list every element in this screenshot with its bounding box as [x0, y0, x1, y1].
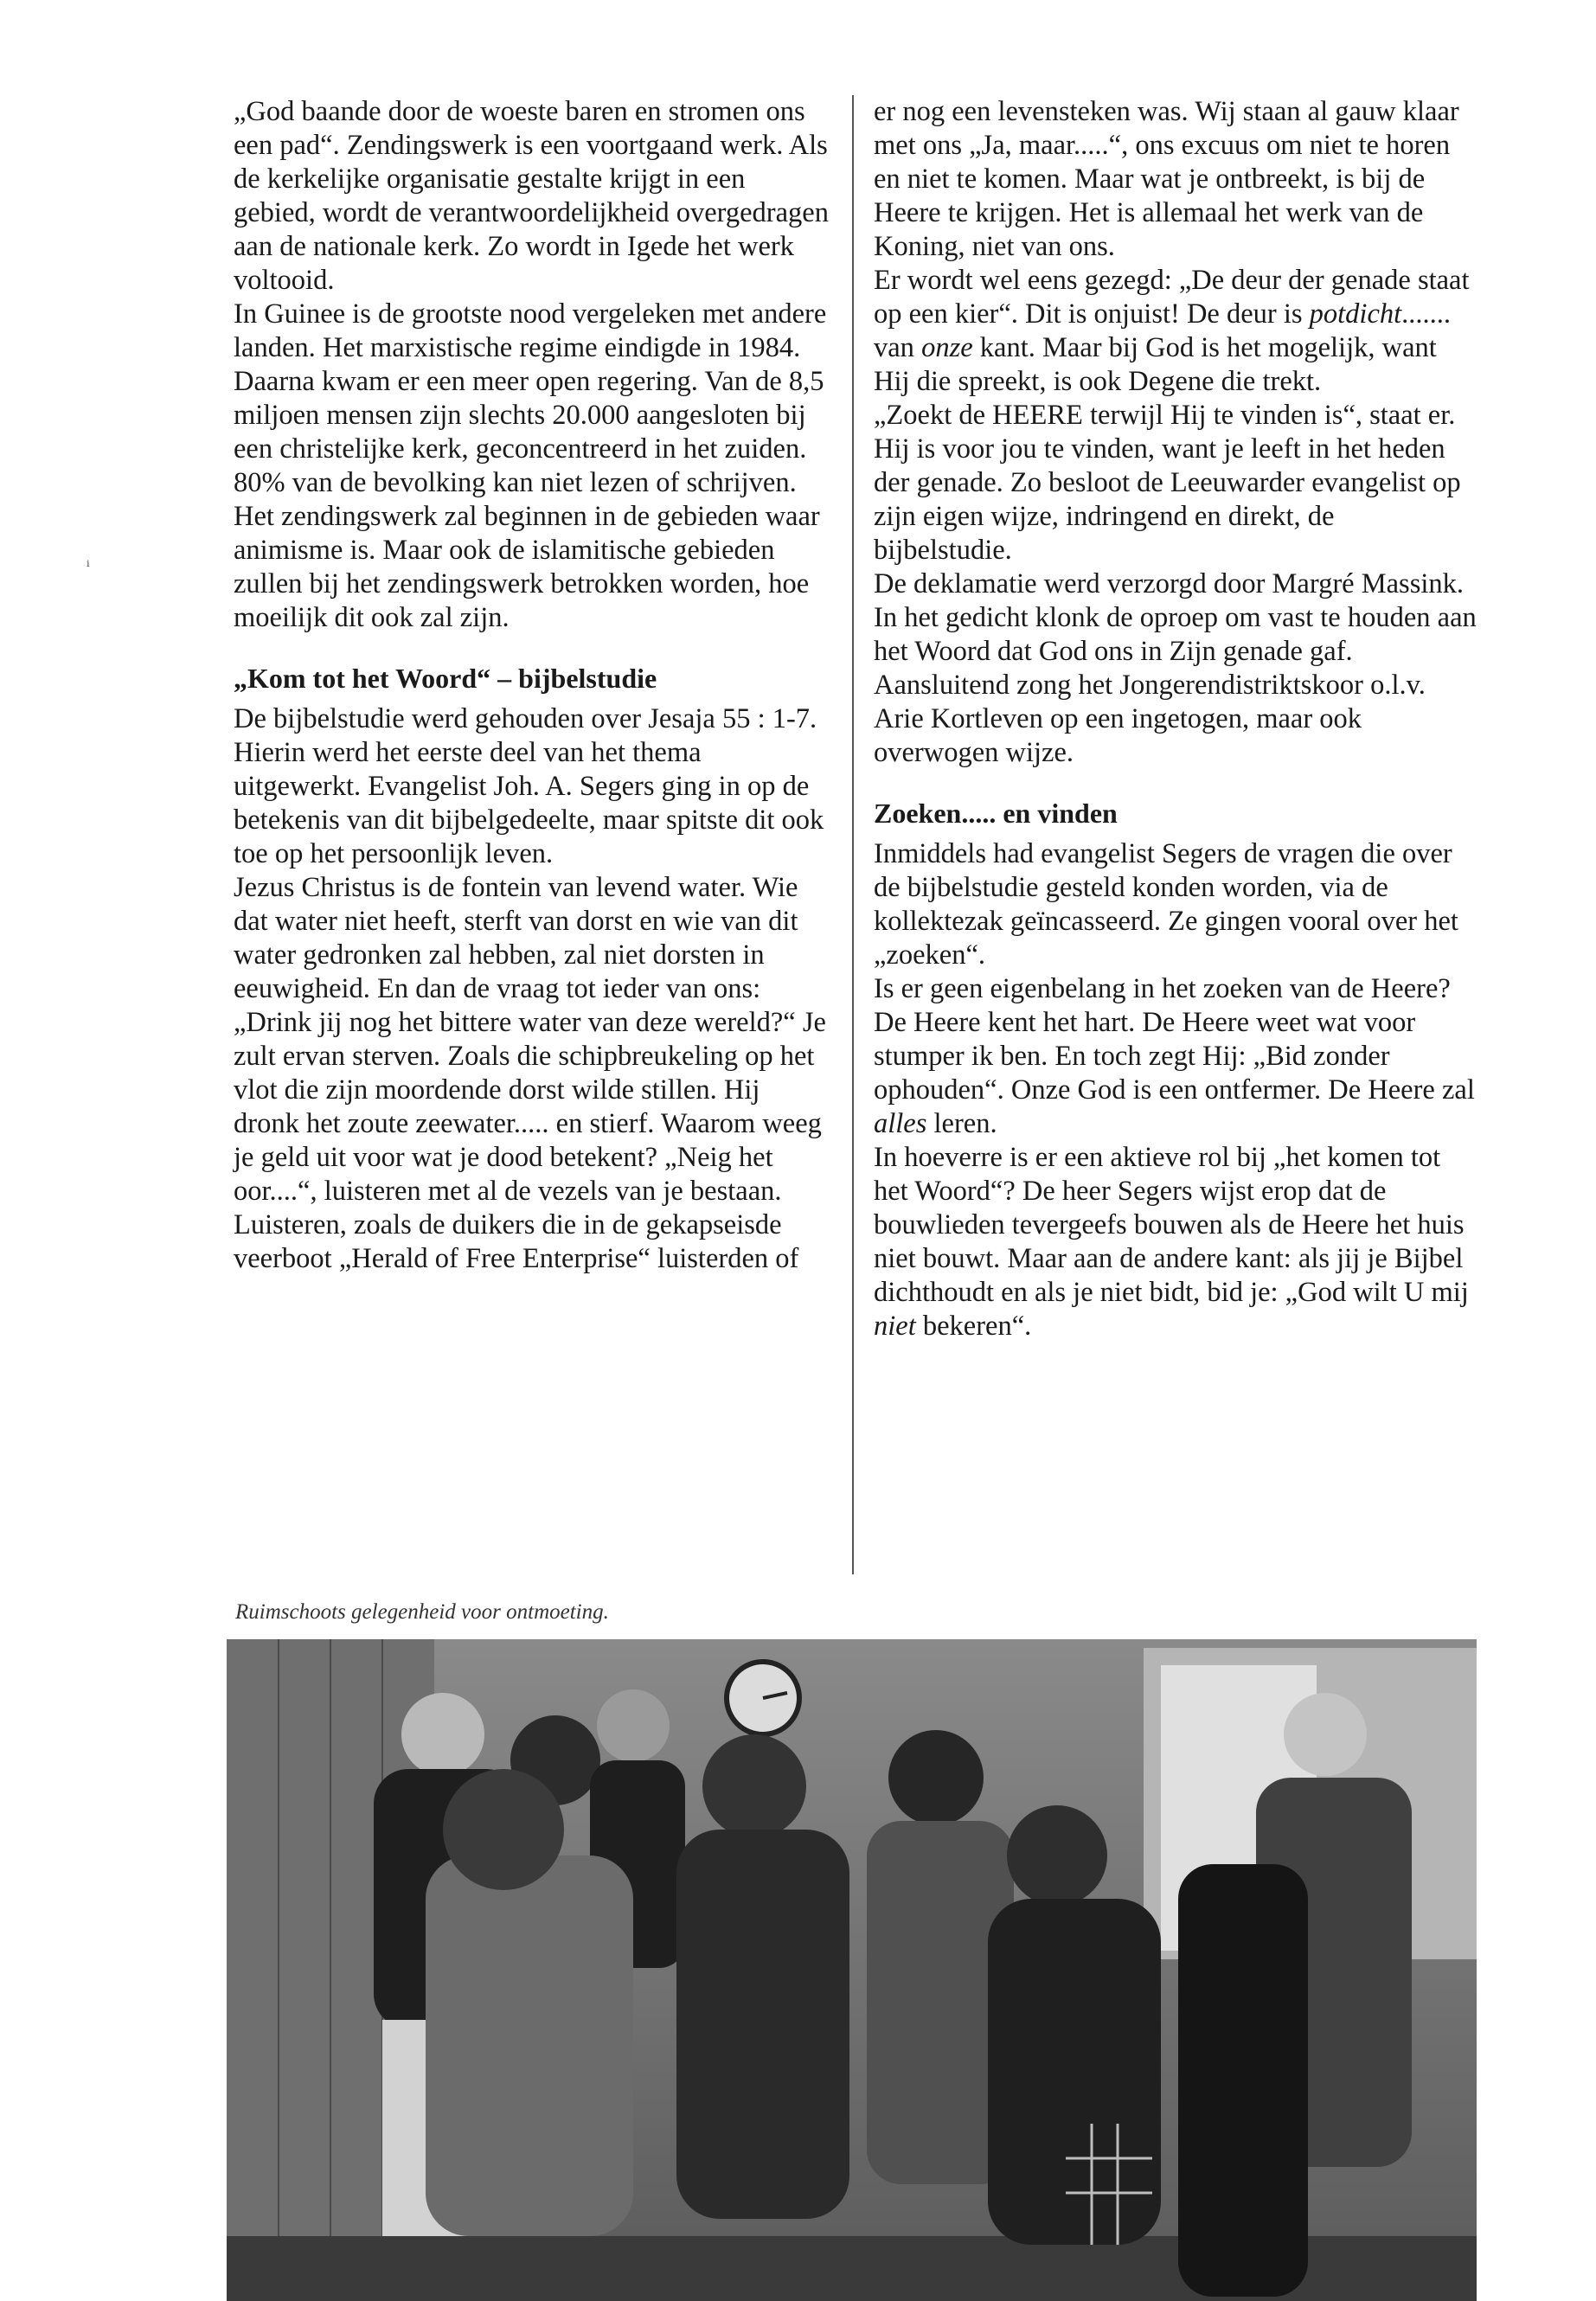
- paragraph: er nog een levensteken was. Wij staan al gauw klaar met ons „Ja, maar.....“, ons excuus om niet te horen en niet te komen. Maar wat je ontbreekt, is bij de Heere te krijgen. Het is allemaal het werk van de Koning, niet van ons.: [874, 96, 1459, 262]
- photo-illustration: [227, 1639, 1477, 2301]
- paragraph: Er wordt wel eens gezegd: „De deur der genade staat op een kier“. Dit is onjuist! De deur is potdicht....... van onze kant. Maar bij God is het mogelijk, want Hij die spreekt, is ook Degene die trekt.: [874, 265, 1470, 397]
- photo: [227, 1639, 1477, 2301]
- paragraph: In Guinee is de grootste nood vergeleken met andere landen. Het marxistische regime eindigde in 1984. Daarna kwam er een meer open regering. Van de 8,5 miljoen mensen zijn slechts 20.000 aangesloten bij een christelijke kerk, geconcentreerd in het zuiden. 80% van de bevolking kan niet lezen of schrijven.: [234, 298, 827, 498]
- section-heading-zoeken: Zoeken..... en vinden: [874, 798, 1118, 829]
- paragraph: Het zendingswerk zal beginnen in de gebieden waar animisme is. Maar ook de islamitische gebieden zullen bij het zendingswerk betrokken worden, hoe moeilijk dit ook zal zijn.: [234, 501, 820, 633]
- paragraph: De deklamatie werd verzorgd door Margré Massink. In het gedicht klonk de oproep om vast te houden aan het Woord dat God ons in Zijn genade gaf. Aansluitend zong het Jongerendistriktskoor o.l.v. Arie Kortleven op een ingetogen, maar ook overwogen wijze.: [874, 568, 1477, 768]
- paragraph: Inmiddels had evangelist Segers de vragen die over de bijbelstudie gesteld konden worden, via de kollektezak geïncasseerd. Ze gingen vooral over het „zoeken“.: [874, 838, 1458, 971]
- paragraph: De bijbelstudie werd gehouden over Jesaja 55 : 1-7. Hierin werd het eerste deel van het thema uitgewerkt. Evangelist Joh. A. Segers ging in op de betekenis van dit bijbelgedeelte, maar spitste dit ook toe op het persoonlijk leven.: [234, 703, 824, 869]
- paragraph: In hoeverre is er een aktieve rol bij „het komen tot het Woord“? De heer Segers wijst erop dat de bouwlieden tevergeefs bouwen als de Heere het huis niet bouwt. Maar aan de andere kant: als jij je Bijbel dichthoudt en als je niet bidt, bid je: „God wilt U mij niet bekeren“.: [874, 1142, 1469, 1342]
- section-heading-bijbelstudie: „Kom tot het Woord“ – bijbelstudie: [234, 663, 657, 694]
- right-column: [874, 95, 1479, 1343]
- column-divider: [852, 95, 854, 1574]
- paragraph: Is er geen eigenbelang in het zoeken van de Heere? De Heere kent het hart. De Heere weet wat voor stumper ik ben. En toch zegt Hij: „Bid zonder ophouden“. Onze God is een ontfermer. De Heere zal alles leren.: [874, 973, 1475, 1139]
- paragraph: Jezus Christus is de fontein van levend water. Wie dat water niet heeft, sterft van dorst en wie van dit water gedronken zal hebben, zal niet dorsten in eeuwigheid. En dan de vraag tot ieder van ons: „Drink jij nog het bittere water van deze wereld?“ Je zult ervan sterven. Zoals die schipbreukeling op het vlot die zijn moordende dorst wilde stillen. Hij dronk het zoute zeewater..... en stierf. Waarom weeg je geld uit voor wat je dood betekent? „Neig het oor....“, luisteren met al de vezels van je bestaan. Luisteren, zoals de duikers die in de gekapseisde veerboot „Herald of Free Enterprise“ luisterden of: [234, 872, 826, 1274]
- paragraph: „Zoekt de HEERE terwijl Hij te vinden is“, staat er. Hij is voor jou te vinden, want je leeft in het heden der genade. Zo besloot de Leeuwarder evangelist op zijn eigen wijze, indringend en direkt, de bijbelstudie.: [874, 400, 1461, 566]
- paragraph: „God baande door de woeste baren en stromen ons een pad“. Zendingswerk is een voortgaand werk. Als de kerkelijke organisatie gestalte krijgt in een gebied, wordt de verantwoordelijkheid overgedragen aan de nationale kerk. Zo wordt in Igede het werk voltooid.: [234, 96, 829, 296]
- margin-mark: ⁱ: [87, 558, 90, 575]
- photo-caption: Ruimschoots gelegenheid voor ontmoeting.: [235, 1600, 609, 1624]
- left-column: [234, 95, 830, 1276]
